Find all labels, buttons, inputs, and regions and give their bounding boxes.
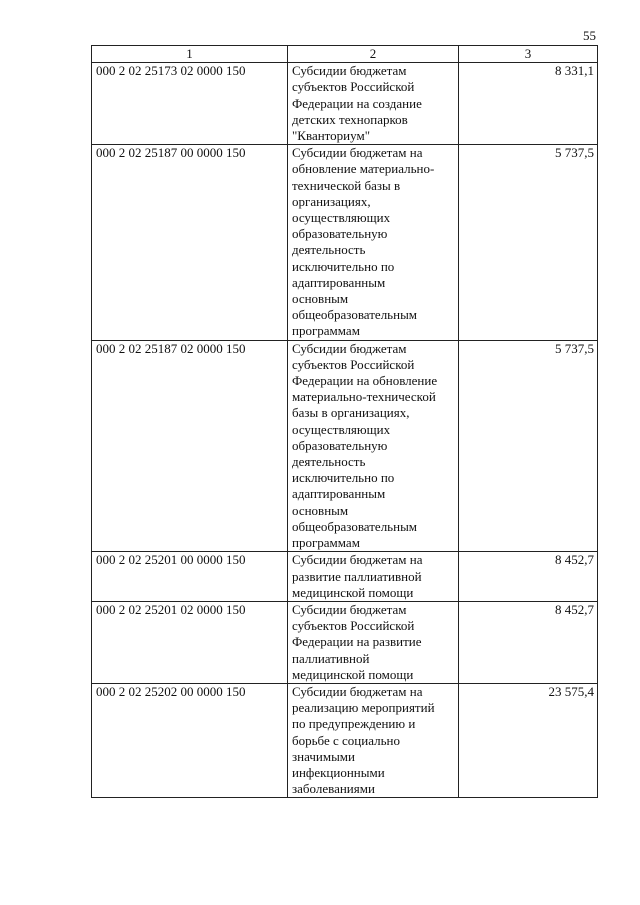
column-header-code: 1 [92, 46, 288, 63]
classification-code: 000 2 02 25187 02 0000 150 [92, 340, 288, 552]
table-row [92, 552, 598, 602]
header-row [92, 46, 598, 63]
classification-code: 000 2 02 25187 00 0000 150 [92, 145, 288, 340]
classification-code: 000 2 02 25202 00 0000 150 [92, 683, 288, 797]
table-row [92, 601, 598, 683]
amount-value: 8 331,1 [459, 63, 598, 145]
revenue-name: Субсидии бюджетам субъектов Российской Федерации на создание детских технопарков "Кванториум" [288, 63, 459, 145]
amount-value: 5 737,5 [459, 340, 598, 552]
table-row [92, 63, 598, 145]
revenue-name: Субсидии бюджетам на реализацию мероприятий по предупреждению и борьбе с социально значимыми инфекционными заболеваниями [288, 683, 459, 797]
revenue-name: Субсидии бюджетам на развитие паллиативной медицинской помощи [288, 552, 459, 602]
classification-code: 000 2 02 25201 02 0000 150 [92, 601, 288, 683]
classification-code: 000 2 02 25201 00 0000 150 [92, 552, 288, 602]
revenue-name: Субсидии бюджетам на обновление материально- технической базы в организациях, осуществляющих образовательную деятельность исключительно по адаптированным основным общеобразовательным программам [288, 145, 459, 340]
classification-code: 000 2 02 25173 02 0000 150 [92, 63, 288, 145]
page-number: 55 [583, 28, 596, 43]
amount-value: 5 737,5 [459, 145, 598, 340]
revenue-name: Субсидии бюджетам субъектов Российской Федерации на обновление материально-технической базы в организациях, осуществляющих образовательную деятельность исключительно по адаптированным основным общеобразовательным программам [288, 340, 459, 552]
budget-table [91, 45, 598, 798]
column-header-amount: 3 [459, 46, 598, 63]
table-row [92, 340, 598, 552]
column-header-name: 2 [288, 46, 459, 63]
revenue-name: Субсидии бюджетам субъектов Российской Федерации на развитие паллиативной медицинской помощи [288, 601, 459, 683]
amount-value: 23 575,4 [459, 683, 598, 797]
amount-value: 8 452,7 [459, 552, 598, 602]
table-row [92, 683, 598, 797]
table-row [92, 145, 598, 340]
amount-value: 8 452,7 [459, 601, 598, 683]
